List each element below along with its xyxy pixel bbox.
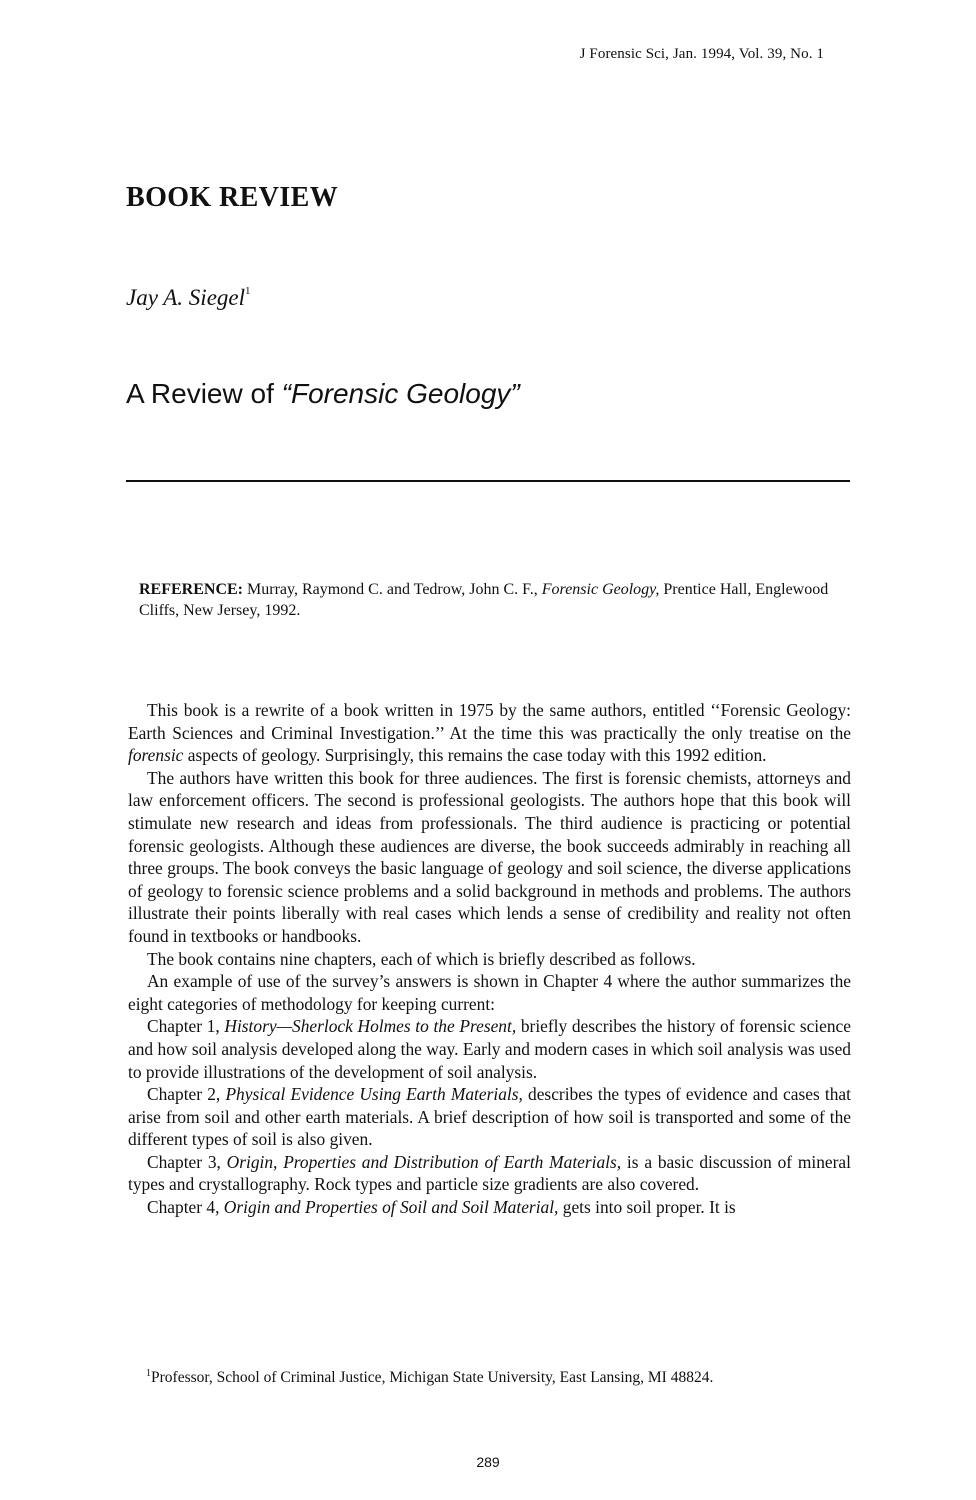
reference-block bbox=[139, 579, 850, 621]
page-number: 289 bbox=[476, 1454, 500, 1470]
reference-label: REFERENCE: bbox=[139, 581, 244, 598]
author-footnote bbox=[146, 1368, 713, 1387]
reference-authors: Murray, Raymond C. and Tedrow, John C. F., bbox=[243, 581, 542, 598]
journal-citation: J Forensic Sci, Jan. 1994, Vol. 39, No. 1 bbox=[579, 46, 824, 62]
paragraph-text: is a basic discussion of mineral types and crystallography. Rock types and particle size gradients are also covered. bbox=[128, 1151, 851, 1195]
author-footnote-mark: 1 bbox=[245, 285, 251, 298]
article-title-close-quote: ” bbox=[510, 378, 520, 409]
article-title bbox=[126, 378, 520, 410]
chapter-title: Origin, Properties and Distribution of Earth Materials, bbox=[226, 1151, 622, 1172]
chapter-title: History—Sherlock Holmes to the Present, bbox=[224, 1016, 517, 1037]
paragraph-chapter-2 bbox=[128, 1083, 851, 1151]
author-name: Jay A. Siegel bbox=[126, 285, 245, 310]
author-byline bbox=[126, 285, 251, 311]
paragraph-emphasis: forensic bbox=[128, 745, 184, 766]
paragraph-text: This book is a rewrite of a book written in 1975 by the same authors, entitled ‘‘Forensic Geology: Earth Sciences and Criminal Investigation.’’ At the time this was practically the only treatise on the bbox=[128, 700, 851, 743]
paragraph-survey-example: An example of use of the survey’s answers is shown in Chapter 4 where the author summarizes the eight categories of methodology for keeping current: bbox=[128, 971, 851, 1014]
paragraph-text: describes the types of evidence and cases that arise from soil and other earth materials. A brief description of how soil is transported and some of the different types of soil is also given. bbox=[128, 1084, 851, 1150]
review-body bbox=[128, 699, 851, 1219]
paragraph-chapter-3 bbox=[128, 1151, 851, 1196]
reference-publisher: Prentice Hall, Englewood Cliffs, New Jersey, 1992. bbox=[139, 581, 829, 619]
paragraph-chapter-4 bbox=[128, 1196, 851, 1219]
paragraph-text: aspects of geology. Surprisingly, this remains the case today with this 1992 edition. bbox=[183, 745, 767, 766]
title-divider bbox=[126, 480, 850, 482]
paragraph-audiences: The authors have written this book for three audiences. The first is forensic chemists, attorneys and law enforcement officers. The second is professional geologists. The authors hope that this book will stimulate new research and ideas from professionals. The third audience is practicing or potential forensic geologists. Although these audiences are diverse, the book succeeds admirably in reaching all three groups. The book conveys the basic language of geology and soil science, the diverse applications of geology to forensic science problems and a solid background in methods and problems. The authors illustrate their points liberally with real cases which lends a sense of credibility and reality not often found in textbooks or handbooks. bbox=[128, 767, 851, 946]
chapter-title: Physical Evidence Using Earth Materials, bbox=[225, 1084, 523, 1105]
paragraph-text: Chapter 4, bbox=[147, 1197, 224, 1218]
article-title-prefix: A Review of bbox=[126, 378, 282, 409]
article-title-open-quote: “ bbox=[281, 378, 291, 409]
section-heading: BOOK REVIEW bbox=[126, 182, 339, 213]
chapter-title: Origin and Properties of Soil and Soil Material, bbox=[223, 1197, 559, 1218]
footnote-text: Professor, School of Criminal Justice, Michigan State University, East Lansing, MI 48824. bbox=[151, 1369, 714, 1387]
paragraph-text: briefly describes the history of forensic science and how soil analysis developed along the way. Early and modern cases in which soil analysis was used to provide illustrations of the development of soil analysis. bbox=[128, 1016, 851, 1082]
reference-book-title: Forensic Geology, bbox=[541, 581, 660, 598]
paragraph-intro bbox=[128, 699, 851, 767]
paragraph-text: Chapter 2, bbox=[147, 1084, 226, 1105]
paragraph-chapters-overview: The book contains nine chapters, each of which is briefly described as follows. bbox=[147, 948, 696, 969]
paragraph-text: gets into soil proper. It is bbox=[558, 1197, 736, 1218]
footnote-mark: 1 bbox=[146, 1368, 151, 1379]
paragraph-text: Chapter 3, bbox=[147, 1151, 227, 1172]
paragraph-chapter-1 bbox=[128, 1015, 851, 1083]
article-title-book: Forensic Geology bbox=[290, 378, 511, 409]
paragraph-text: Chapter 1, bbox=[147, 1016, 225, 1037]
